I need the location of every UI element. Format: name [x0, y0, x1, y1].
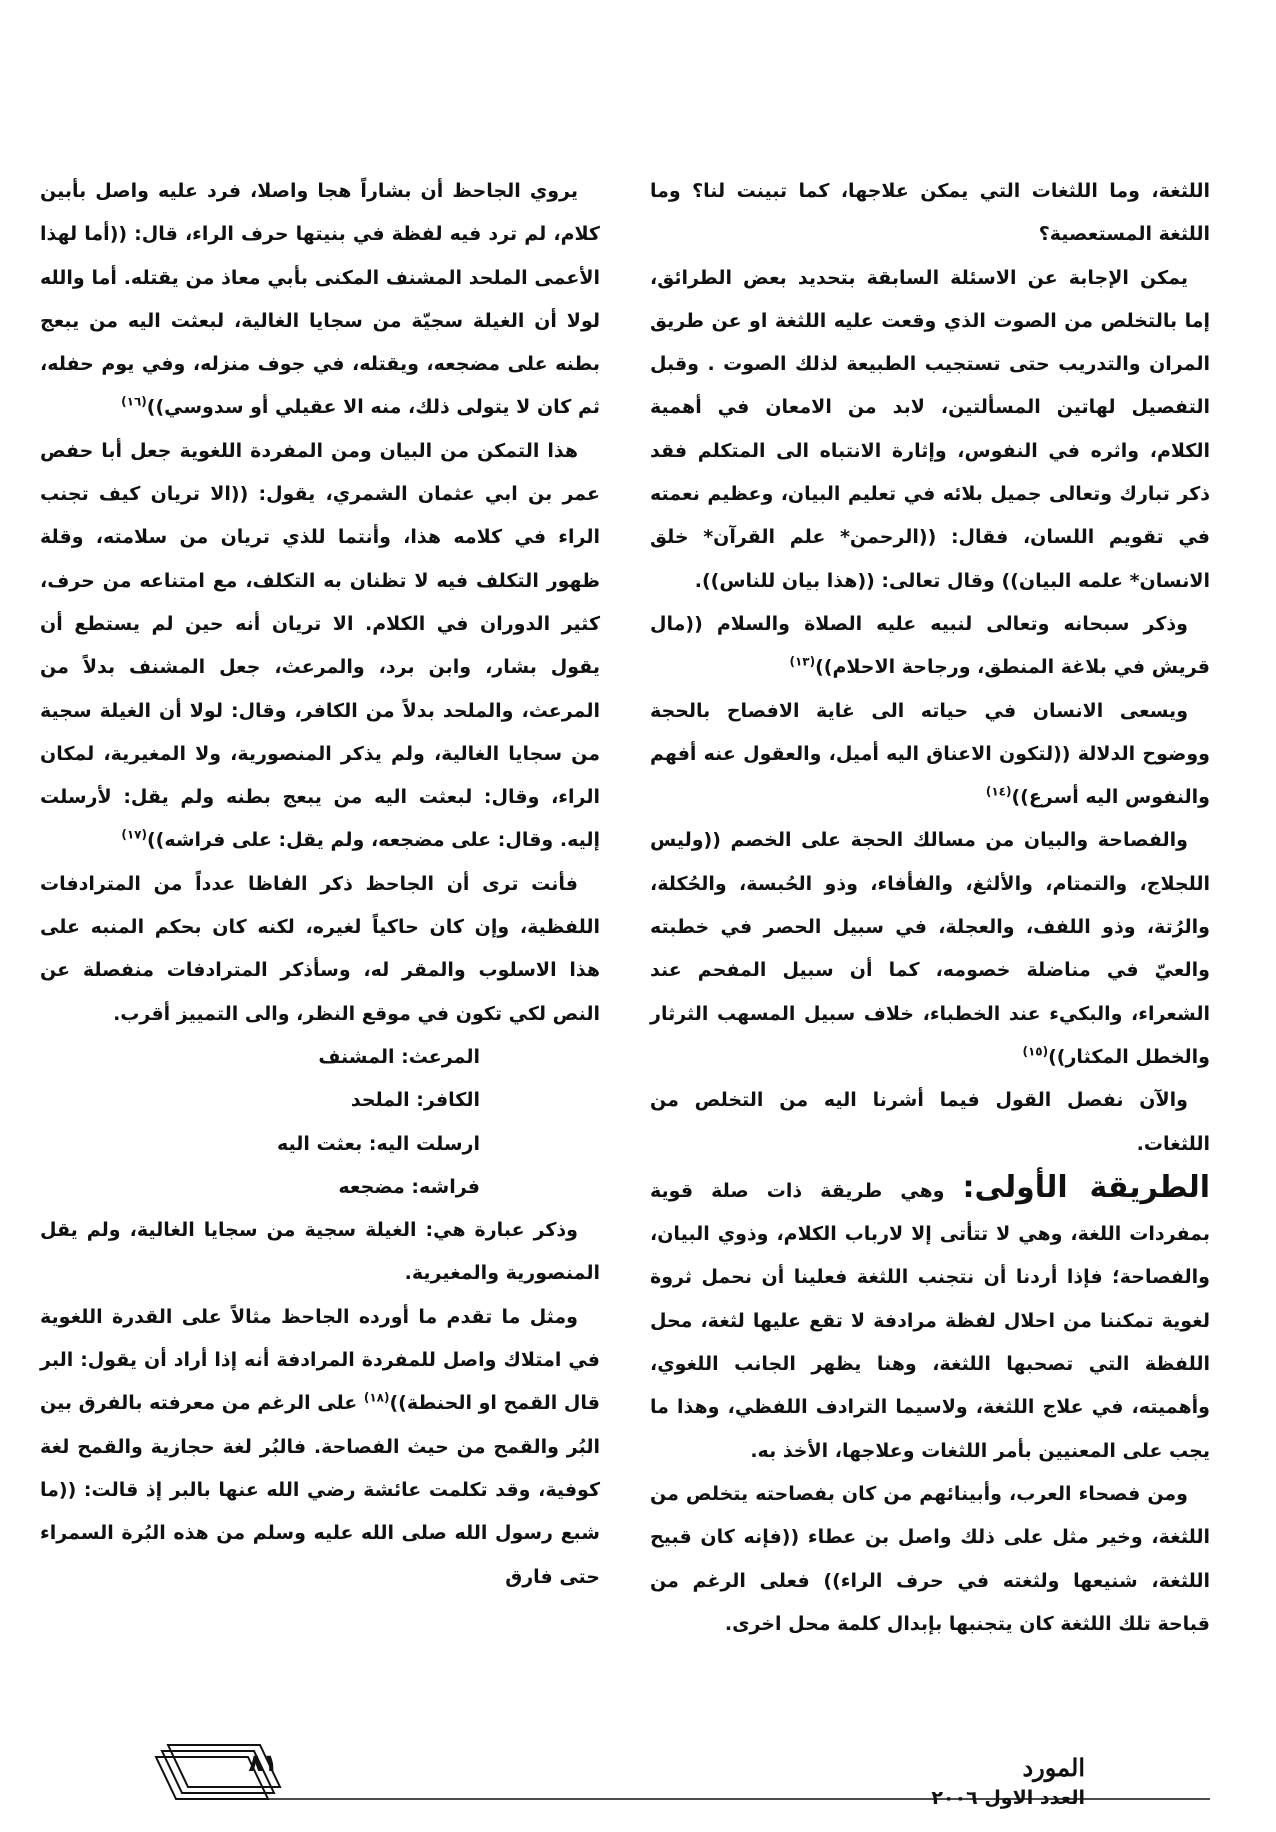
synonym-item: المرعث: المشنف: [318, 1045, 480, 1068]
paragraph: وذكر عبارة هي: الغيلة سجية من سجايا الغالية، ولم يقل المنصورية والمغيرية.: [40, 1219, 600, 1285]
issue-label: العدد الاول ٢٠٠٦: [931, 1787, 1085, 1809]
paragraph: [650, 1166, 1210, 1473]
paragraph: اللثغة، وما اللثغات التي يمكن علاجها، كما تبينت لنا؟ وما اللثغة المستعصية؟: [650, 180, 1210, 246]
paragraph: [40, 170, 600, 430]
synonym-item: فراشه: مضجعه: [338, 1175, 480, 1198]
synonym-item: الكافر: الملحد: [350, 1089, 480, 1112]
paragraph-text: وذكر سبحانه وتعالى لنبيه عليه الصلاة والسلام ((مال قريش في بلاغة المنطق، ورجاحة الاحلام)): [650, 612, 1210, 679]
paragraph: يمكن الإجابة عن الاسئلة السابقة بتحديد بعض الطرائق، إما بالتخلص من الصوت الذي وقعت عليه اللثغة او عن طريق المران والتدريب حتى تستجيب الطبيعة لذلك الصوت . وقبل التفصيل لهاتين المسألتين، لابد من الامعان في أهمية الكلام، واثره في النفوس، وإثارة الانتباه الى المتكلم فقد ذكر تبارك وتعالى جميل بلائه في تعليم البيان، وعظيم نعمته في تقويم اللسان، فقال: ((الرحمن* علم القرآن* خلق الانسان* علمه البيان)) وقال تعالى: ((هذا بيان للناس)).: [650, 266, 1210, 592]
footnote-marker: (١٥): [1022, 1044, 1049, 1059]
paragraph: [650, 690, 1210, 820]
right-column: [650, 170, 1210, 1646]
paragraph: [650, 603, 1210, 690]
paragraph-text: يروي الجاحظ أن بشاراً هجا واصلا، فرد عليه واصل بأبين كلام، لم ترد فيه لفظة في بنيتها حرف الراء، قال: ((أما لهذا الأعمى الملحد المشنف المكنى بأبي معاذ من يقتله. أما والله لولا أن الغيلة سجيّة من سجايا الغالية، لبعثت اليه من يبعج بطنه على مضجعه، ويقتله، في جوف منزله، وفي يوم حفله، ثم كان لا يتولى ذلك، منه الا عقيلي أو سدوسي)): [40, 180, 600, 419]
synonym-list: [40, 1036, 600, 1209]
synonym-item: ارسلت اليه: بعثت اليه: [276, 1132, 480, 1155]
paragraph-text: والفصاحة والبيان من مسالك الحجة على الخصم ((وليس اللجلاج، والتمتام، والألثغ، والفأفاء، وذو الحُبسة، والحُكلة، والرُتة، وذو اللفف، والعجلة، في سبيل الحصر في خطبته والعيّ في مناضلة خصومه، كما أن سبيل المفحم عند الشعراء، والبكيء عند الخطباء، خلاف سبيل المسهب الثرثار والخطل المكثار)): [650, 829, 1210, 1068]
paragraph-text: على الرغم من معرفته بالفرق بين البُر والقمح من حيث الفصاحة. فالبُر لغة حجازية والقمح لغة كوفية، وقد تكلمت عائشة رضي الله عنها بالبر إذ قالت: ((ما شبع رسول الله صلى الله عليه وسلم من هذه البُرة السمراء حتى فارق: [40, 1392, 600, 1588]
page-footer: [150, 1735, 1210, 1815]
footnote-marker: (١٦): [121, 395, 147, 410]
paragraph: [40, 1296, 600, 1599]
section-heading: الطريقة الأولى:: [962, 1169, 1210, 1205]
paragraph: والآن نفصل القول فيما أشرنا اليه من التخلص من اللثغات.: [650, 1089, 1210, 1155]
paragraph-text: هذا التمكن من البيان ومن المفردة اللغوية جعل أبا حفص عمر بن ابي عثمان الشمري، يقول: ((الا تريان كيف تجنب الراء في كلامه هذا، وأنتما للذي تريان من سلامته، وقلة ظهور التكلف فيه لا تظنان به التكلف، مع امتناعه من حرف، كثير الدوران في الكلام. الا تريان أنه حين لم يستطع أن يقول بشار، وابن برد، والمرعث، جعل المشنف بدلاً من المرعث، والملحد بدلاً من الكافر، وقال: لولا أن الغيلة سجية من سجايا الغالية، ولم يذكر المنصورية، ولا المغيرية، لمكان الراء، وقال: لبعثت اليه من يبعج بطنه ولم يقل: لأرسلت إليه. وقال: على مضجعه، ولم يقل: على فراشه)): [40, 439, 600, 852]
paragraph-text: ومثل ما تقدم ما أورده الجاحظ مثالاً على القدرة اللغوية في امتلاك واصل للمفردة المرادفة أنه إذا أراد أن يقول: البر قال القمح او الحنطة)): [40, 1305, 600, 1415]
paragraph: ومن فصحاء العرب، وأبينائهم من كان بفصاحته يتخلص من اللثغة، وخير مثل على ذلك واصل بن عطاء ((فإنه كان قبيح اللثغة، شنيعها ولثغته في حرف الراء)) فعلى الرغم من قباحة تلك اللثغة كان يتجنبها بإبدال كلمة محل اخرى.: [650, 1482, 1210, 1635]
page-number: ٨١: [248, 1749, 278, 1777]
paragraph-text: ويسعى الانسان في حياته الى غاية الافصاح بالحجة ووضوح الدلالة ((لتكون الاعناق اليه أميل، والعقول عنه أفهم والنفوس اليه أسرع)): [650, 699, 1210, 809]
paragraph: فأنت ترى أن الجاحظ ذكر الفاظا عدداً من المترادفات اللفظية، وإن كان حاكياً لغيره، لكنه كان بحكم المنبه على هذا الاسلوب والمقر له، وسأذكر المترادفات منفصلة عن النص لكي تكون في موقع النظر، والى التمييز أقرب.: [40, 872, 600, 1025]
magazine-title: المورد: [1022, 1753, 1085, 1782]
footnote-marker: (١٨): [363, 1390, 390, 1405]
paragraph: [40, 430, 600, 863]
footnote-marker: (١٤): [985, 784, 1012, 799]
footnote-marker: (١٧): [121, 828, 147, 843]
paragraph: [650, 819, 1210, 1079]
footnote-marker: (١٣): [789, 654, 816, 669]
left-column: [40, 170, 600, 1599]
paragraph-text: وهي طريقة ذات صلة قوية بمفردات اللغة، وهي لا تتأتى إلا لارباب الكلام، وذوي البيان، والفصاحة؛ فإذا أردنا أن نتجنب اللثغة فعلينا أن نحمل ثروة لغوية تمكننا من احلال لفظة مرادفة لا تقع عليها لثغة، محل اللفظة التي تصحبها اللثغة، وهنا يظهر الجانب اللغوي، وأهميته، في علاج اللثغة، ولاسيما الترادف اللفظي، وهذا ما يجب على المعنيين بأمر اللثغات وعلاجها، الأخذ به.: [650, 1179, 1210, 1462]
